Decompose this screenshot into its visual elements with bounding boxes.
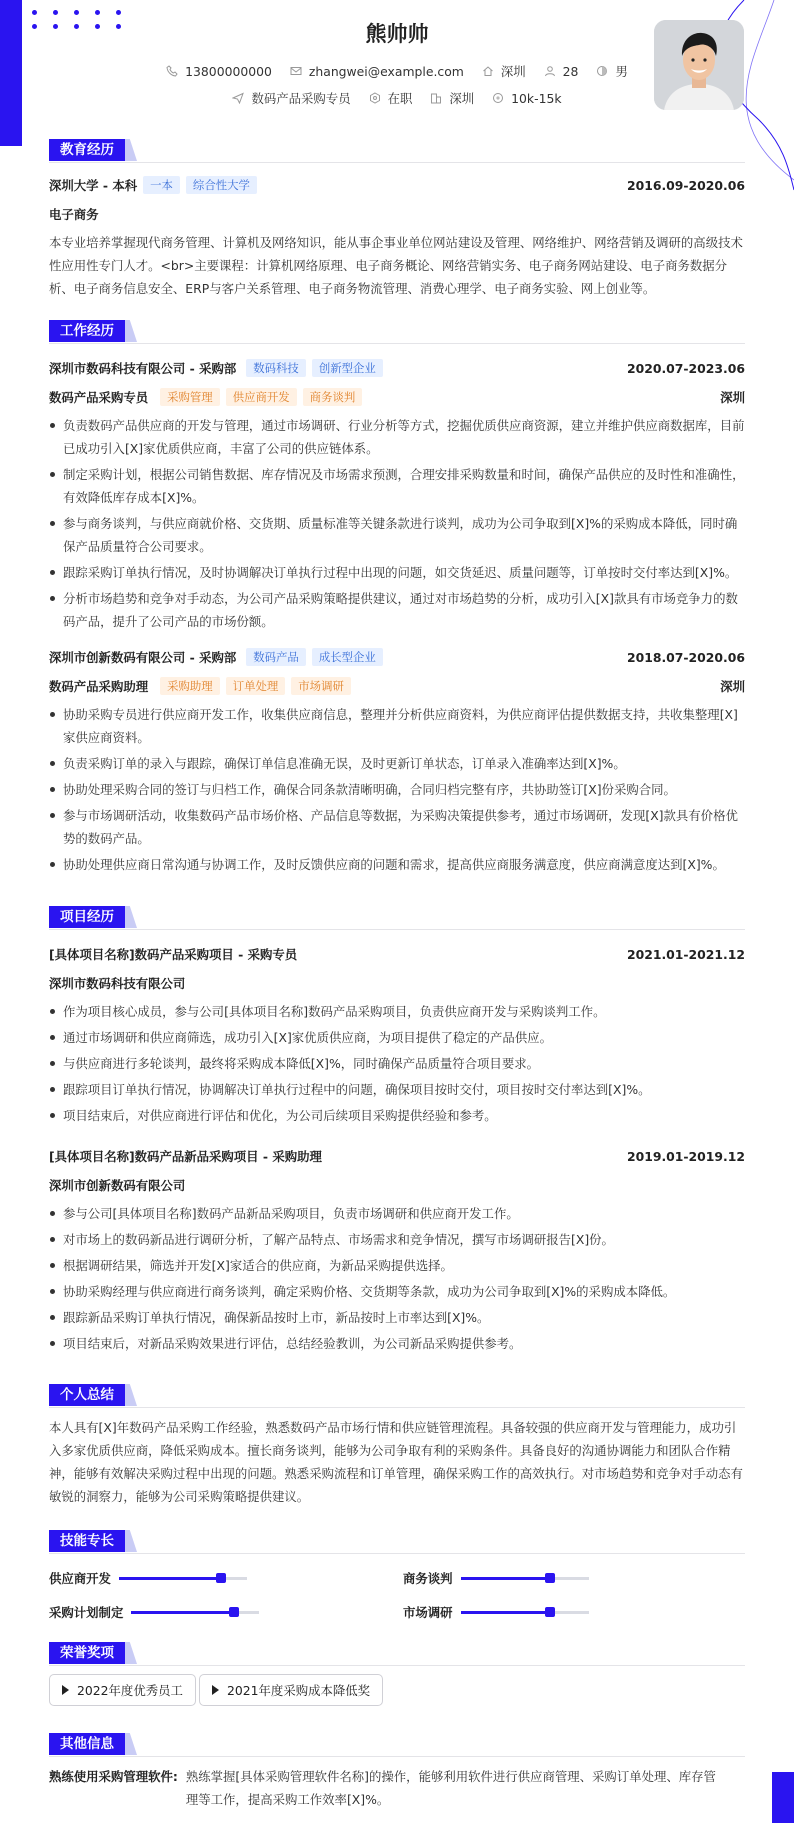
target-job-item: [232, 89, 350, 107]
award-badge: [49, 1674, 196, 1706]
award-badge: [199, 1674, 383, 1706]
phone-item: [166, 62, 272, 80]
project-title: [具体项目名称]数码产品采购项目 - 采购专员: [49, 947, 298, 962]
person-icon: [544, 65, 556, 77]
school-name: 深圳大学 - 本科: [49, 178, 138, 193]
skill-fill: [119, 1577, 221, 1580]
other-section: [49, 1733, 745, 1811]
work-position-line: [49, 676, 745, 696]
work-bullets: [49, 703, 745, 876]
location-text: 深圳: [500, 64, 526, 79]
skill-fill: [131, 1611, 233, 1614]
work-bullets: [49, 414, 745, 633]
work-company-left: [49, 359, 383, 377]
summary-header: [49, 1384, 745, 1408]
other-text: 熟练掌握[具体采购管理软件名称]的操作，能够利用软件进行供应商管理、采购订单处理、库存管理等工作，提高采购工作效率[X]%。: [185, 1769, 716, 1807]
work-city: 深圳: [720, 679, 745, 694]
email-item: [290, 62, 464, 80]
skill-tag: 商务谈判: [303, 388, 363, 406]
list-item: 项目结束后，对供应商进行评估和优化，为公司后续项目采购提供经验和参考。: [49, 1104, 745, 1127]
project-bullets: [49, 1000, 745, 1127]
skill-fill: [461, 1611, 551, 1614]
home-icon: [482, 65, 494, 77]
project-title-line: [49, 944, 745, 964]
target-city-text: 深圳: [449, 91, 475, 106]
education-headline: [49, 175, 745, 195]
project-entry: [49, 944, 745, 1130]
awards-list: [49, 1674, 745, 1708]
work-position-line: [49, 387, 745, 407]
award-label: 2021年度采购成本降低奖: [227, 1683, 371, 1698]
gender-icon: [596, 65, 608, 77]
education-left: [49, 176, 257, 194]
list-item: 跟踪项目订单执行情况，协调解决订单执行过程中的问题，确保项目按时交付，项目按时交付率达到[X]%。: [49, 1078, 745, 1101]
age-item: [544, 62, 579, 80]
skill-knob: [545, 1607, 555, 1617]
work-title: 工作经历: [49, 320, 125, 342]
work-company-line: [49, 358, 745, 378]
work-city: 深圳: [720, 390, 745, 405]
company-name: 深圳市创新数码有限公司 - 采购部: [49, 650, 237, 665]
education-entry: [49, 175, 745, 300]
summary-title: 个人总结: [49, 1384, 125, 1406]
education-title: 教育经历: [49, 139, 125, 161]
position-name: 数码产品采购专员: [49, 390, 149, 405]
work-header: [49, 320, 745, 344]
projects-header: [49, 906, 745, 930]
list-item: 项目结束后，对新品采购效果进行评估，总结经验教训，为公司新品采购提供参考。: [49, 1332, 745, 1355]
project-company: 深圳市创新数码有限公司: [49, 1178, 186, 1193]
skill-label: 供应商开发: [49, 1571, 111, 1586]
education-date: 2016.09-2020.06: [626, 177, 745, 193]
skill-item: [49, 1602, 259, 1622]
project-title-line: [49, 1146, 745, 1166]
list-item: 协助采购专员进行供应商开发工作，收集供应商信息，整理并分析供应商资料，为供应商评估提供数据支持，共收集整理[X]家供应商资料。: [49, 703, 745, 749]
projects-section: [49, 906, 745, 1351]
company-tag: 成长型企业: [312, 648, 383, 666]
work-company-line: [49, 647, 745, 667]
building-icon: [430, 92, 442, 104]
list-item: 跟踪新品采购订单执行情况，确保新品按时上市，新品按时上市率达到[X]%。: [49, 1306, 745, 1329]
work-date: 2018.07-2020.06: [626, 649, 745, 665]
list-item: 通过市场调研和供应商筛选，成功引入[X]家优质供应商，为项目提供了稳定的产品供应。: [49, 1026, 745, 1049]
skills-header: [49, 1530, 745, 1554]
awards-title: 荣誉奖项: [49, 1642, 125, 1664]
other-header: [49, 1733, 745, 1757]
work-company-left: [49, 648, 383, 666]
position-name: 数码产品采购助理: [49, 679, 149, 694]
awards-section: [49, 1642, 745, 1708]
school-tag: 一本: [143, 176, 180, 194]
work-entry: [49, 358, 745, 636]
list-item: 作为项目核心成员，参与公司[具体项目名称]数码产品采购项目，负责供应商开发与采购谈判工作。: [49, 1000, 745, 1023]
skill-fill: [461, 1577, 551, 1580]
company-name: 深圳市数码科技有限公司 - 采购部: [49, 361, 237, 376]
status-item: [369, 89, 413, 107]
skill-item: [403, 1568, 589, 1588]
phone-icon: [166, 65, 178, 77]
project-entry: [49, 1146, 745, 1358]
project-company: 深圳市数码科技有限公司: [49, 976, 186, 991]
summary-text: 本人具有[X]年数码产品采购工作经验，熟悉数码产品市场行情和供应链管理流程。具备较强的供应商开发与管理能力，成功引入多家优质供应商，降低采购成本。擅长商务谈判，能够为公司争取有利的采购条件。具备良好的沟通协调能力和团队合作精神，能够有效解决采购过程中出现的问题。熟悉采购流程和订单管理，确保采购工作的高效执行。对市场趋势和竞争对手动态有敏锐的洞察力，能够为公司采购策略提供建议。: [49, 1420, 743, 1504]
money-icon: [492, 92, 504, 104]
play-icon: [212, 1685, 219, 1695]
target-job-text: 数码产品采购专员: [251, 91, 351, 106]
skill-label: 采购计划制定: [49, 1605, 124, 1620]
mail-icon: [290, 65, 302, 77]
skill-bar: [119, 1577, 247, 1580]
projects-title: 项目经历: [49, 906, 125, 928]
education-description: 本专业培养掌握现代商务管理、计算机及网络知识，能从事企事业单位网站建设及管理、网络维护、网络营销及调研的高级技术性应用性专门人才。<br>主要课程：计算机网络原理、电子商务概论、网络营销实务、电子商务网站建设、电子商务数据分析、电子商务信息安全、ERP与客户关系管理、电子商务物流管理、消费心理学、电子商务实验、网上创业等。: [49, 235, 743, 296]
status-icon: [369, 92, 381, 104]
major: 电子商务: [49, 207, 99, 222]
summary-section: [49, 1384, 745, 1508]
age-text: 28: [562, 63, 579, 79]
gender-item: [596, 62, 627, 80]
skill-knob: [229, 1607, 239, 1617]
skill-label: 市场调研: [403, 1605, 453, 1620]
skill-label: 商务谈判: [403, 1571, 453, 1586]
list-item: 负责数码产品供应商的开发与管理，通过市场调研、行业分析等方式，挖掘优质供应商资源，建立并维护供应商数据库，目前已成功引入[X]家优质供应商，丰富了公司的供应链体系。: [49, 414, 745, 460]
play-icon: [62, 1685, 69, 1695]
other-title: 其他信息: [49, 1733, 125, 1755]
gender-text: 男: [615, 64, 628, 79]
skill-knob: [545, 1573, 555, 1583]
skills-title: 技能专长: [49, 1530, 125, 1552]
skill-tag: 供应商开发: [226, 388, 297, 406]
company-tag: 数码科技: [246, 359, 306, 377]
profile-photo: [654, 20, 744, 110]
list-item: 协助处理供应商日常沟通与协调工作，及时反馈供应商的问题和需求，提高供应商服务满意度，供应商满意度达到[X]%。: [49, 853, 745, 876]
send-icon: [232, 92, 244, 104]
project-title: [具体项目名称]数码产品新品采购项目 - 采购助理: [49, 1149, 322, 1164]
school-tag: 综合性大学: [186, 176, 257, 194]
skill-tag: 订单处理: [226, 677, 286, 695]
list-item: 分析市场趋势和竞争对手动态，为公司产品采购策略提供建议，通过对市场趋势的分析，成功引入[X]款具有市场竞争力的数码产品，提升了公司产品的市场份额。: [49, 587, 745, 633]
work-position-left: [49, 388, 362, 406]
skill-item: [403, 1602, 589, 1622]
company-tag: 数码产品: [246, 648, 306, 666]
skill-tag: 采购管理: [160, 388, 220, 406]
phone-text: 13800000000: [185, 63, 272, 79]
right-accent-bar: [772, 1772, 794, 1823]
skill-tag: 采购助理: [160, 677, 220, 695]
list-item: 对市场上的数码新品进行调研分析，了解产品特点、市场需求和竞争情况，撰写市场调研报告[X]份。: [49, 1228, 745, 1251]
list-item: 参与公司[具体项目名称]数码产品新品采购项目，负责市场调研和供应商开发工作。: [49, 1202, 745, 1225]
location-item: [482, 62, 526, 80]
company-tag: 创新型企业: [312, 359, 383, 377]
skill-tag: 市场调研: [291, 677, 351, 695]
work-entry: [49, 647, 745, 879]
candidate-name: 熊帅帅: [365, 22, 429, 46]
skill-bar: [461, 1611, 589, 1614]
target-city-item: [430, 89, 474, 107]
list-item: 制定采购计划，根据公司销售数据、库存情况及市场需求预测，合理安排采购数量和时间，确保产品供应的及时性和准确性，有效降低库存成本[X]%。: [49, 463, 745, 509]
project-bullets: [49, 1202, 745, 1355]
work-date: 2020.07-2023.06: [626, 360, 745, 376]
email-text: zhangwei@example.com: [308, 63, 464, 79]
education-header: [49, 139, 745, 163]
list-item: 负责采购订单的录入与跟踪，确保订单信息准确无误，及时更新订单状态，订单录入准确率达到[X]%。: [49, 752, 745, 775]
awards-header: [49, 1642, 745, 1666]
skills-section: [49, 1530, 745, 1620]
skill-bar: [461, 1577, 589, 1580]
education-section: [49, 139, 745, 296]
other-entry: [49, 1765, 745, 1811]
work-position-left: [49, 677, 351, 695]
skill-bar: [131, 1611, 259, 1614]
award-label: 2022年度优秀员工: [77, 1683, 183, 1698]
list-item: 协助采购经理与供应商进行商务谈判，确定采购价格、交货期等条款，成功为公司争取到[X]%的采购成本降低。: [49, 1280, 745, 1303]
other-label: 熟练使用采购管理软件:: [49, 1769, 178, 1784]
salary-text: 10k-15k: [511, 90, 562, 106]
list-item: 根据调研结果，筛选并开发[X]家适合的供应商，为新品采购提供选择。: [49, 1254, 745, 1277]
list-item: 协助处理采购合同的签订与归档工作，确保合同条款清晰明确，合同归档完整有序，共协助签订[X]份采购合同。: [49, 778, 745, 801]
list-item: 参与商务谈判，与供应商就价格、交货期、质量标准等关键条款进行谈判，成功为公司争取到[X]%的采购成本降低，同时确保产品质量符合公司要求。: [49, 512, 745, 558]
salary-item: [492, 89, 561, 107]
project-date: 2019.01-2019.12: [626, 1148, 745, 1164]
status-text: 在职: [387, 91, 413, 106]
work-section: [49, 320, 745, 872]
list-item: 跟踪采购订单执行情况，及时协调解决订单执行过程中出现的问题，如交货延迟、质量问题等，订单按时交付率达到[X]%。: [49, 561, 745, 584]
project-date: 2021.01-2021.12: [626, 946, 745, 962]
skill-item: [49, 1568, 247, 1588]
list-item: 与供应商进行多轮谈判，最终将采购成本降低[X]%，同时确保产品质量符合项目要求。: [49, 1052, 745, 1075]
skill-knob: [216, 1573, 226, 1583]
list-item: 参与市场调研活动，收集数码产品市场价格、产品信息等数据，为采购决策提供参考，通过市场调研，发现[X]款具有价格优势的数码产品。: [49, 804, 745, 850]
